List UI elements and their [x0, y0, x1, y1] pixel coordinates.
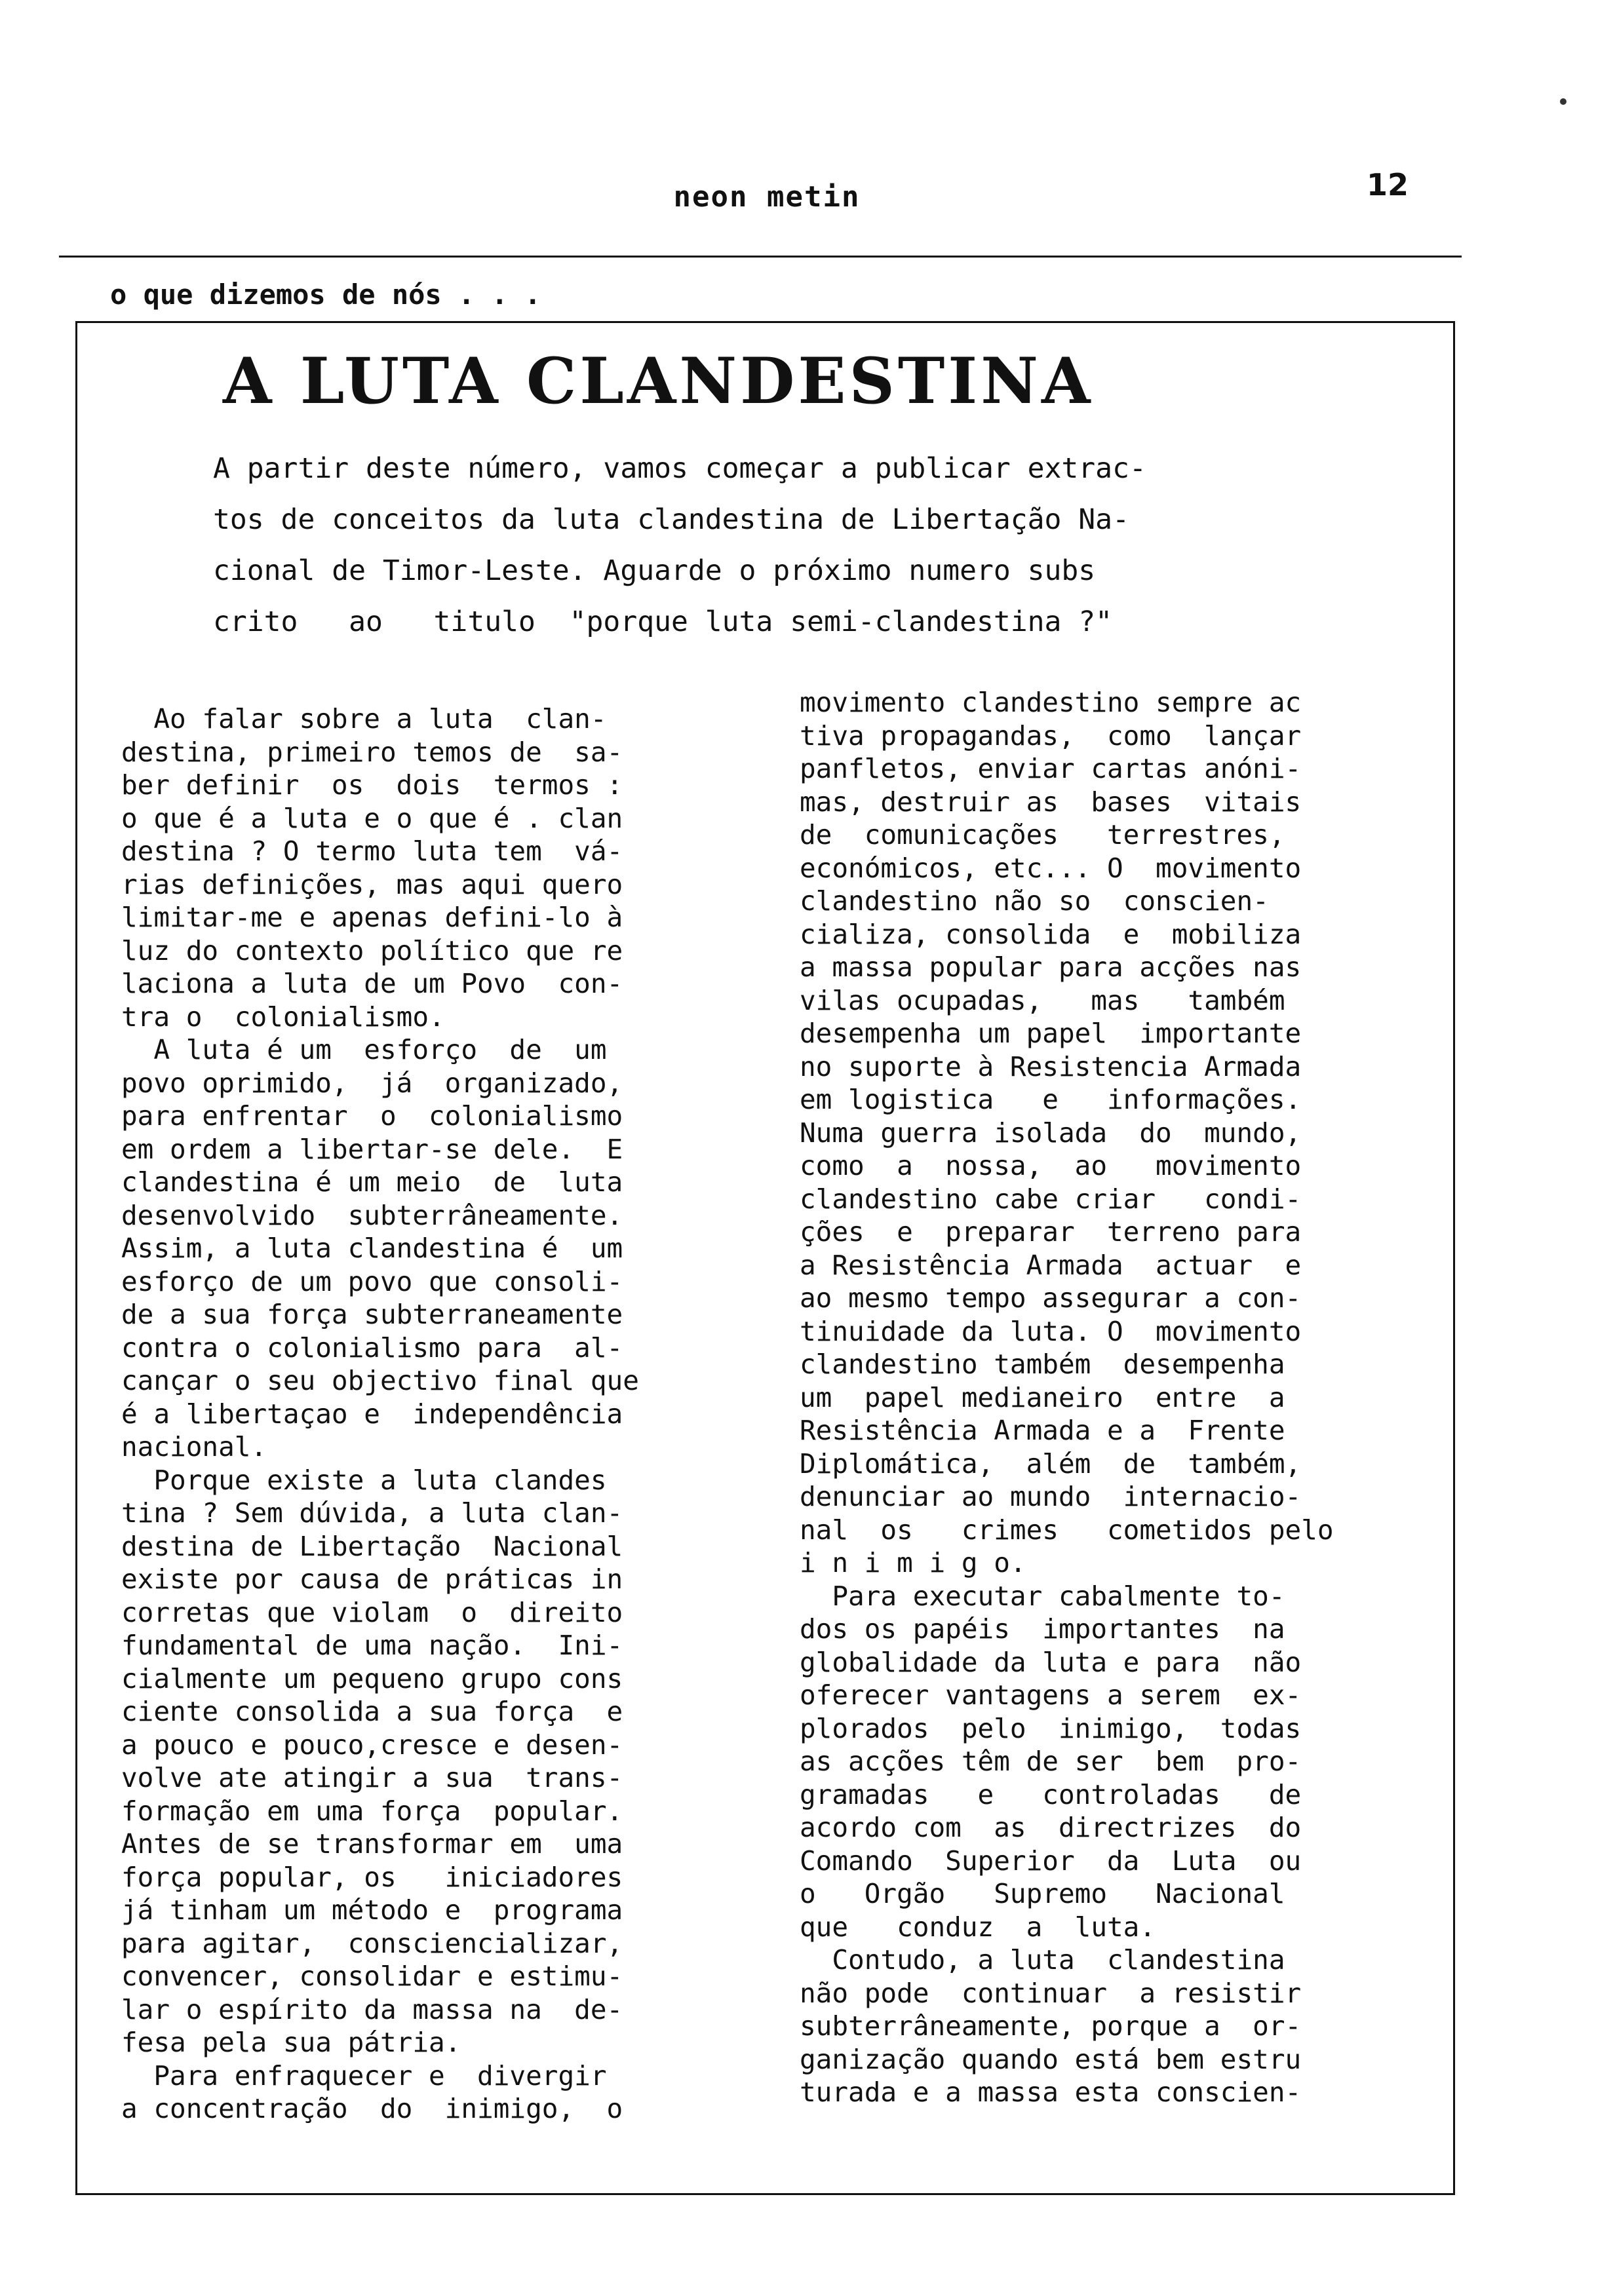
text-line: desempenha um papel importante	[800, 1018, 1302, 1049]
text-line: Ao falar sobre a luta clan-	[121, 703, 607, 735]
text-line: corretas que violam o direito	[121, 1596, 623, 1628]
text-line: ber definir os dois termos :	[121, 769, 623, 801]
text-line: em ordem a libertar-se dele. E	[121, 1133, 623, 1165]
text-line: panfletos, enviar cartas anóni-	[800, 753, 1302, 784]
text-line: ao mesmo tempo assegurar a con-	[800, 1282, 1302, 1314]
text-line: a massa popular para acções nas	[800, 951, 1302, 983]
text-line: movimento clandestino sempre ac	[800, 687, 1302, 718]
text-line: Comando Superior da Luta ou	[800, 1845, 1302, 1877]
intro-line: crito ao titulo "porque luta semi-clandestina ?"	[213, 605, 1113, 638]
text-line: o Orgão Supremo Nacional	[800, 1878, 1285, 1909]
paper-speck	[1560, 98, 1566, 105]
text-line: tinuidade da luta. O movimento	[800, 1315, 1302, 1347]
text-line: fesa pela sua pátria.	[121, 2027, 461, 2058]
text-line: força popular, os iniciadores	[121, 1861, 623, 1893]
text-line: a concentração do inimigo, o	[121, 2093, 623, 2124]
text-line: limitar-me e apenas defini-lo à	[121, 902, 623, 933]
text-line: acordo com as directrizes do	[800, 1812, 1302, 1843]
text-line: Antes de se transformar em uma	[121, 1828, 623, 1860]
text-line: no suporte à Resistencia Armada	[800, 1050, 1302, 1082]
section-label: o que dizemos de nós . . .	[110, 278, 541, 311]
text-line: denunciar ao mundo internacio-	[800, 1481, 1302, 1512]
text-line: para agitar, consciencializar,	[121, 1927, 623, 1959]
article-column-right	[800, 686, 1334, 2109]
text-line: plorados pelo inimigo, todas	[800, 1712, 1302, 1744]
text-line: cançar o seu objectivo final que	[121, 1365, 639, 1396]
text-line: Contudo, a luta clandestina	[800, 1944, 1285, 1976]
text-line: não pode continuar a resistir	[800, 1977, 1302, 2009]
text-line: Numa guerra isolada do mundo,	[800, 1117, 1302, 1149]
text-line: destina, primeiro temos de sa-	[121, 736, 623, 768]
text-line: um papel medianeiro entre a	[800, 1381, 1285, 1413]
text-line: cialmente um pequeno grupo cons	[121, 1662, 623, 1694]
text-line: vilas ocupadas, mas também	[800, 984, 1285, 1016]
text-line: como a nossa, ao movimento	[800, 1150, 1302, 1181]
article-column-left	[121, 702, 639, 2126]
text-line: esforço de um povo que consoli-	[121, 1265, 623, 1297]
text-line: Assim, a luta clandestina é um	[121, 1233, 623, 1264]
text-line: para enfrentar o colonialismo	[121, 1100, 623, 1132]
page-number: 12	[1367, 167, 1409, 202]
text-line: volve ate atingir a sua trans-	[121, 1762, 623, 1793]
text-line: nal os crimes cometidos pelo	[800, 1514, 1334, 1546]
text-line: clandestino não so conscien-	[800, 885, 1269, 917]
article-headline: A LUTA CLANDESTINA	[223, 344, 1094, 418]
text-line: que conduz a luta.	[800, 1911, 1156, 1943]
intro-line: tos de conceitos da luta clandestina de Libertação Na-	[213, 503, 1129, 536]
text-line: de comunicações terrestres,	[800, 819, 1285, 851]
text-line: cializa, consolida e mobiliza	[800, 918, 1302, 950]
text-line: convencer, consolidar e estimu-	[121, 1961, 623, 1992]
text-line: desenvolvido subterrâneamente.	[121, 1199, 623, 1231]
text-line: de a sua força subterraneamente	[121, 1299, 623, 1330]
text-line: clandestino também desempenha	[800, 1349, 1285, 1380]
text-line: laciona a luta de um Povo con-	[121, 968, 623, 999]
text-line: existe por causa de práticas in	[121, 1563, 623, 1595]
text-line: ganização quando está bem estru	[800, 2043, 1302, 2075]
text-line: fundamental de uma nação. Ini-	[121, 1630, 623, 1661]
text-line: lar o espírito da massa na de-	[121, 1993, 623, 2025]
text-line: as acções têm de ser bem pro-	[800, 1746, 1302, 1777]
text-line: i n i m i g o.	[800, 1547, 1026, 1578]
text-line: é a libertaçao e independência	[121, 1398, 623, 1430]
text-line: clandestino cabe criar condi-	[800, 1183, 1302, 1215]
text-line: a pouco e pouco,cresce e desen-	[121, 1729, 623, 1761]
text-line: económicos, etc... O movimento	[800, 852, 1302, 884]
text-line: em logistica e informações.	[800, 1084, 1302, 1115]
text-line: a Resistência Armada actuar e	[800, 1249, 1302, 1281]
text-line: formação em uma força popular.	[121, 1795, 623, 1827]
text-line: tra o colonialismo.	[121, 1001, 445, 1033]
text-line: dos os papéis importantes na	[800, 1613, 1285, 1645]
text-line: turada e a massa esta conscien-	[800, 2076, 1302, 2108]
text-line: Para enfraquecer e divergir	[121, 2059, 607, 2092]
intro-line: A partir deste número, vamos começar a publicar extrac-	[213, 452, 1146, 485]
text-line: destina ? O termo luta tem vá-	[121, 835, 623, 867]
text-line: Resistência Armada e a Frente	[800, 1415, 1285, 1446]
text-line: oferecer vantagens a serem ex-	[800, 1679, 1302, 1711]
text-line: clandestina é um meio de luta	[121, 1166, 623, 1198]
text-line: gramadas e controladas de	[800, 1778, 1302, 1810]
text-line: destina de Libertação Nacional	[121, 1530, 623, 1562]
text-line: já tinham um método e programa	[121, 1894, 623, 1926]
text-line: povo oprimido, já organizado,	[121, 1067, 623, 1099]
intro-line: cional de Timor-Leste. Aguarde o próximo numero subs	[213, 554, 1096, 587]
text-line: mas, destruir as bases vitais	[800, 786, 1302, 818]
text-line: Diplomática, além de também,	[800, 1447, 1302, 1480]
text-line: nacional.	[121, 1431, 267, 1463]
text-line: tiva propagandas, como lançar	[800, 719, 1302, 752]
text-line: A luta é um esforço de um	[121, 1034, 607, 1065]
text-line: tina ? Sem dúvida, a luta clan-	[121, 1497, 623, 1529]
text-line: Para executar cabalmente to-	[800, 1580, 1285, 1612]
text-line: ções e preparar terreno para	[800, 1216, 1302, 1248]
text-line: Porque existe a luta clandes	[121, 1464, 607, 1496]
text-line: subterrâneamente, porque a or-	[800, 2010, 1302, 2042]
text-line: ciente consolida a sua força e	[121, 1696, 623, 1727]
text-line: globalidade da luta e para não	[800, 1646, 1302, 1678]
text-line: rias definições, mas aqui quero	[121, 868, 623, 900]
text-line: contra o colonialismo para al-	[121, 1331, 623, 1364]
text-line: luz do contexto político que re	[121, 934, 623, 966]
newsletter-title: neon metin	[673, 180, 861, 214]
header-divider	[59, 256, 1462, 258]
text-line: o que é a luta e o que é . clan	[121, 802, 623, 834]
